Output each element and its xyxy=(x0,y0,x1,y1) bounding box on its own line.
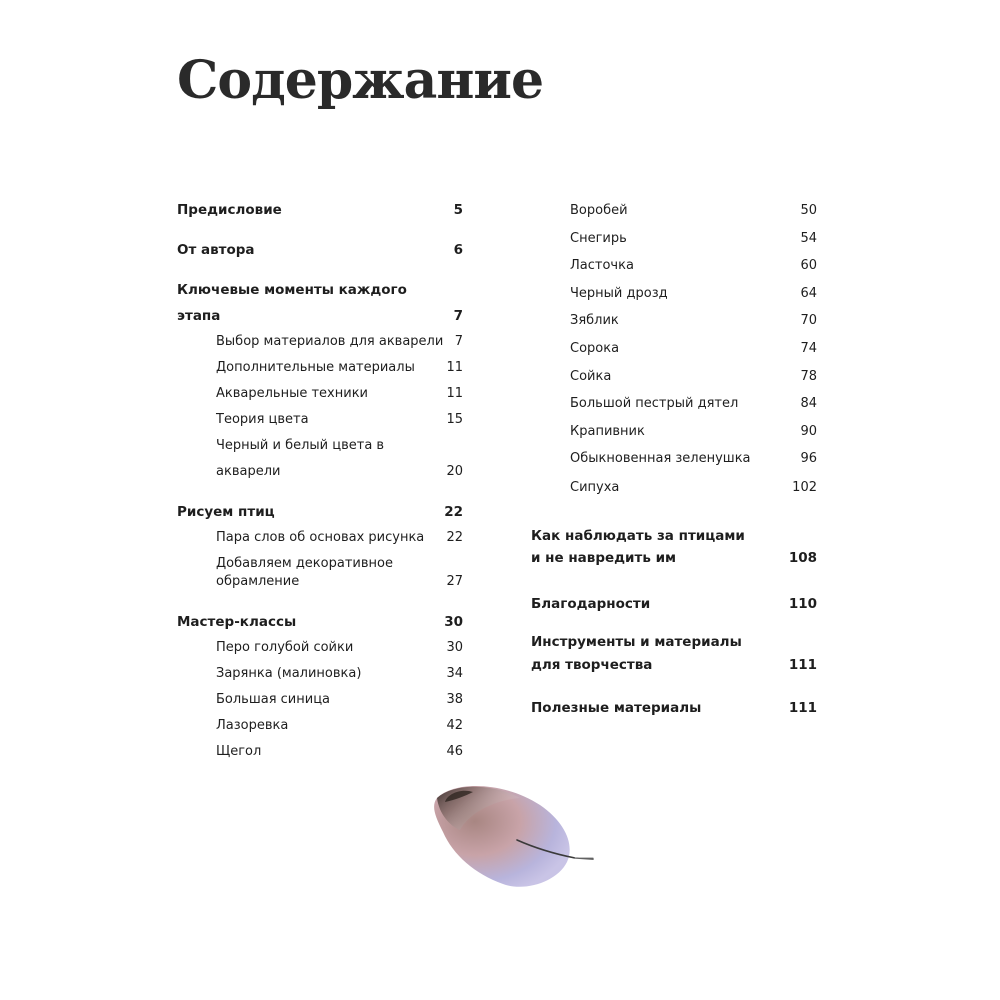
toc-item-page: 102 xyxy=(792,479,817,495)
toc-item-label: Полезные материалы xyxy=(531,699,702,716)
toc-item-page: 50 xyxy=(800,203,817,218)
toc-item-page: 78 xyxy=(800,368,817,384)
toc-item-page: 64 xyxy=(800,285,817,301)
toc-item-label: Предисловие xyxy=(177,202,282,218)
toc-item-label: Ласточка xyxy=(570,258,634,274)
toc-item-page: 42 xyxy=(446,718,463,733)
toc-item-label: Акварельные техники xyxy=(216,386,369,401)
toc-item-page: 74 xyxy=(800,340,817,356)
toc-item-label: Лазоревка xyxy=(216,718,289,733)
toc-item-page: 5 xyxy=(453,202,463,218)
toc-item-page: 20 xyxy=(446,464,463,479)
toc-item-page: 30 xyxy=(444,614,463,630)
toc-item-label: Черный дрозд xyxy=(570,285,668,301)
toc-item-page: 70 xyxy=(800,313,817,329)
toc-item-label: Ключевые моменты каждого этапа xyxy=(177,282,407,324)
toc-item[interactable] xyxy=(531,418,817,446)
toc-item-label: Теория цвета xyxy=(216,412,309,427)
toc-item[interactable] xyxy=(531,335,817,363)
toc-item-label: Большой пестрый дятел xyxy=(570,396,739,412)
toc-item[interactable] xyxy=(531,280,817,308)
toc-item-label: Сипуха xyxy=(570,479,620,495)
toc-item-page: 111 xyxy=(788,699,817,716)
toc-item-page: 96 xyxy=(800,451,817,467)
toc-item-page: 15 xyxy=(446,412,463,427)
toc-item-label: Пара слов об основах рисунка xyxy=(216,530,425,545)
toc-item[interactable] xyxy=(177,499,463,525)
toc-item-page: 90 xyxy=(800,423,817,439)
toc-item[interactable] xyxy=(531,631,817,677)
toc-item-page: 22 xyxy=(446,530,463,545)
toc-item[interactable] xyxy=(177,237,463,263)
watercolor-feather-icon xyxy=(425,770,605,900)
toc-item[interactable] xyxy=(177,407,463,433)
toc-item[interactable] xyxy=(177,277,463,329)
toc-column-left xyxy=(177,197,463,765)
toc-item-label: Снегирь xyxy=(570,230,627,246)
toc-item-page: 7 xyxy=(453,308,463,324)
toc-item-label: Как наблюдать за птицами и не навредить им xyxy=(531,527,745,566)
toc-item-label: Зарянка (малиновка) xyxy=(216,666,362,681)
toc-item-label: Сойка xyxy=(570,368,612,384)
toc-item[interactable] xyxy=(531,390,817,418)
toc-item[interactable] xyxy=(531,695,817,721)
toc-item[interactable] xyxy=(177,635,463,661)
toc-item[interactable] xyxy=(531,307,817,335)
toc-item-label: Большая синица xyxy=(216,692,331,707)
toc-item-label: Рисуем птиц xyxy=(177,504,275,520)
toc-item-page: 11 xyxy=(446,360,463,375)
toc-item[interactable] xyxy=(531,197,817,225)
toc-item-page: 22 xyxy=(444,504,463,520)
toc-item-label: Щегол xyxy=(216,744,262,759)
toc-item-label: Мастер-классы xyxy=(177,614,297,630)
toc-item-page: 110 xyxy=(788,595,817,612)
toc-item-page: 7 xyxy=(454,334,463,349)
toc-item[interactable] xyxy=(177,687,463,713)
toc-item[interactable] xyxy=(177,609,463,635)
toc-column-right xyxy=(531,197,817,721)
toc-item-page: 38 xyxy=(446,692,463,707)
toc-item-page: 108 xyxy=(788,549,817,566)
toc-item-page: 54 xyxy=(800,230,817,246)
toc-item-label: Крапивник xyxy=(570,423,645,439)
toc-item[interactable] xyxy=(531,445,817,473)
toc-item[interactable] xyxy=(531,225,817,253)
toc-item-page: 30 xyxy=(446,640,463,655)
toc-item[interactable] xyxy=(177,713,463,739)
toc-item-page: 6 xyxy=(453,242,463,258)
toc-item[interactable] xyxy=(177,433,463,485)
toc-item[interactable] xyxy=(177,661,463,687)
toc-item[interactable] xyxy=(531,591,817,617)
toc-item-label: Благодарности xyxy=(531,595,651,612)
toc-item-label: Перо голубой сойки xyxy=(216,640,354,655)
toc-item[interactable] xyxy=(177,197,463,223)
toc-item[interactable] xyxy=(177,525,463,551)
toc-item-page: 60 xyxy=(800,258,817,274)
toc-item[interactable] xyxy=(177,329,463,355)
toc-item-label: Воробей xyxy=(570,203,628,218)
toc-item[interactable] xyxy=(531,252,817,280)
toc-item[interactable] xyxy=(177,739,463,765)
toc-item[interactable] xyxy=(177,551,463,595)
toc-item[interactable] xyxy=(531,473,817,503)
toc-item-label: Сорока xyxy=(570,340,620,356)
toc-item-page: 111 xyxy=(788,656,817,673)
toc-item-page: 11 xyxy=(446,386,463,401)
toc-item[interactable] xyxy=(177,381,463,407)
toc-item-page: 34 xyxy=(446,666,463,681)
toc-item-label: Черный и белый цвета в акварели xyxy=(216,438,385,479)
toc-item-label: Выбор материалов для акварели xyxy=(216,334,444,349)
toc-item[interactable] xyxy=(531,525,817,569)
toc-item[interactable] xyxy=(177,355,463,381)
toc-item-page: 46 xyxy=(446,744,463,759)
page-title: Содержание xyxy=(177,50,544,111)
toc-item-label: Обыкновенная зеленушка xyxy=(570,451,751,467)
toc-item-page: 84 xyxy=(800,396,817,412)
toc-item[interactable] xyxy=(531,363,817,391)
toc-item-label: Добавляем декоративное обрамление xyxy=(216,556,393,589)
toc-item-label: Инструменты и материалы для творчества xyxy=(531,633,742,673)
toc-item-page: 27 xyxy=(446,574,463,589)
toc-item-label: Зяблик xyxy=(570,313,619,329)
toc-item-label: Дополнительные материалы xyxy=(216,360,415,375)
toc-item-label: От автора xyxy=(177,242,255,258)
